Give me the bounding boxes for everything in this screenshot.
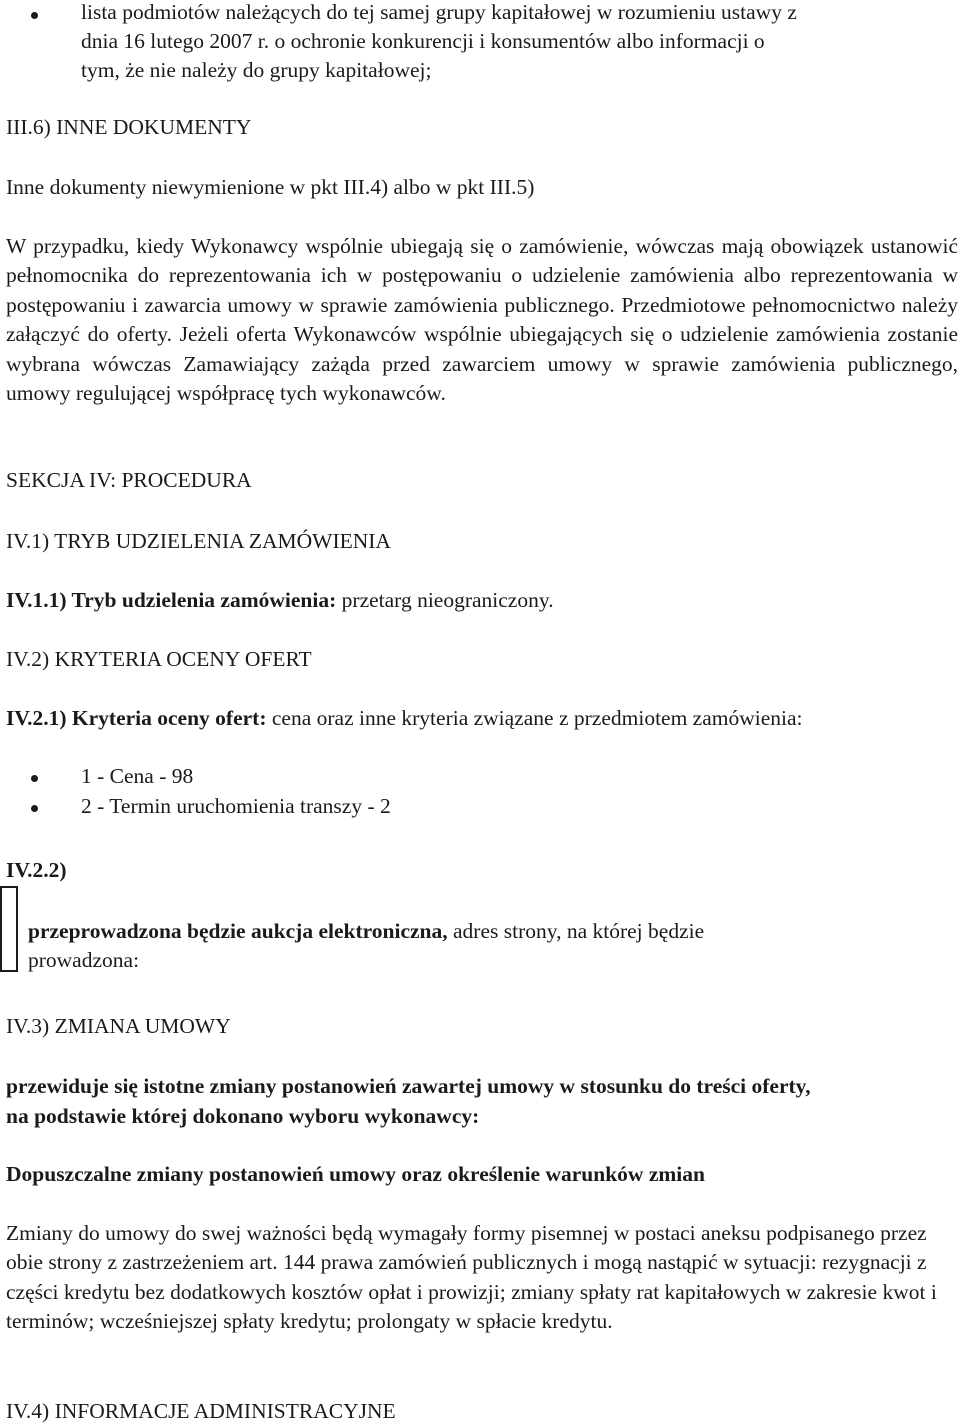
amendments-statement: na podstawie której dokonano wyboru wykonawcy: bbox=[6, 1104, 480, 1128]
section-heading: IV.3) ZMIANA UMOWY bbox=[6, 1014, 231, 1038]
consortium-paragraph: W przypadku, kiedy Wykonawcy wspólnie ubiegają się o zamówienie, wówczas mają obowiązek ustanowić pełnomocnika do reprezentowania ich w postępowaniu o udzielenie zamówienia albo reprezentowania w postępowaniu i zawarcia umowy w sprawie zamówienia publicznego. Przedmiotowe pełnomocnictwo należy załączyć do oferty. Jeżeli oferta Wykonawców wspólnie ubiegających się o udzielenie zamówienia zostanie wybrana wówczas Zamawiający zażąda przed zawarciem umowy w sprawie zamówienia publicznego, umowy regulującej współpracę tych wykonawców. bbox=[6, 234, 958, 406]
auction-checkbox bbox=[0, 886, 18, 972]
section-heading: III.6) INNE DOKUMENTY bbox=[6, 115, 252, 139]
criteria-line bbox=[6, 704, 803, 733]
auction-label: przeprowadzona będzie aukcja elektroniczna, bbox=[28, 919, 448, 943]
section-heading: IV.2) KRYTERIA OCENY OFERT bbox=[6, 647, 312, 671]
section-heading: IV.1) TRYB UDZIELENIA ZAMÓWIENIA bbox=[6, 529, 391, 553]
list-item-line: tym, że nie należy do grupy kapitałowej; bbox=[81, 58, 432, 82]
section-heading: IV.4) INFORMACJE ADMINISTRACYJNE bbox=[6, 1399, 396, 1423]
field-value: cena oraz inne kryteria związane z przedmiotem zamówienia: bbox=[271, 706, 803, 730]
changes-paragraph: Zmiany do umowy do swej ważności będą wymagały formy pisemnej w postaci aneksu podpisanego przez obie strony z zastrzeżeniem art. 144 prawa zamówień publicznych i mogą nastąpić w sytuacji: rezygnacji z części kredytu bez dodatkowych kosztów opłat i prowizji; zmiany spłaty rat kapitałowych w zakresie kwot i terminów; wcześniejszej spłaty kredytu; prolongaty w spłacie kredytu. bbox=[6, 1221, 937, 1334]
list-item-line: lista podmiotów należących do tej samej grupy kapitałowej w rozumieniu ustawy z bbox=[81, 0, 797, 24]
field-label: IV.2.1) Kryteria oceny ofert: bbox=[6, 706, 267, 730]
auction-text: adres strony, na której będzie bbox=[453, 919, 705, 943]
section-text: Inne dokumenty niewymienione w pkt III.4) albo w pkt III.5) bbox=[6, 175, 535, 199]
list-item-line: dnia 16 lutego 2007 r. o ochronie konkurencji i konsumentów albo informacji o bbox=[81, 29, 765, 53]
auction-line bbox=[28, 917, 704, 946]
changes-heading: Dopuszczalne zmiany postanowień umowy oraz określenie warunków zmian bbox=[6, 1162, 705, 1186]
section-subheading: IV.2.2) bbox=[6, 858, 67, 882]
bullet-marker bbox=[31, 775, 38, 782]
section-title: SEKCJA IV: PROCEDURA bbox=[6, 468, 252, 492]
criterion-item: 1 - Cena - 98 bbox=[81, 764, 194, 788]
field-value: przetarg nieograniczony. bbox=[341, 588, 554, 612]
auction-line: prowadzona: bbox=[28, 948, 140, 972]
bullet-marker bbox=[31, 805, 38, 812]
procedure-mode bbox=[6, 586, 554, 615]
amendments-statement: przewiduje się istotne zmiany postanowień zawartej umowy w stosunku do treści oferty, bbox=[6, 1074, 811, 1098]
criterion-item: 2 - Termin uruchomienia transzy - 2 bbox=[81, 794, 391, 818]
field-label: IV.1.1) Tryb udzielenia zamówienia: bbox=[6, 588, 337, 612]
bullet-marker bbox=[31, 12, 38, 19]
